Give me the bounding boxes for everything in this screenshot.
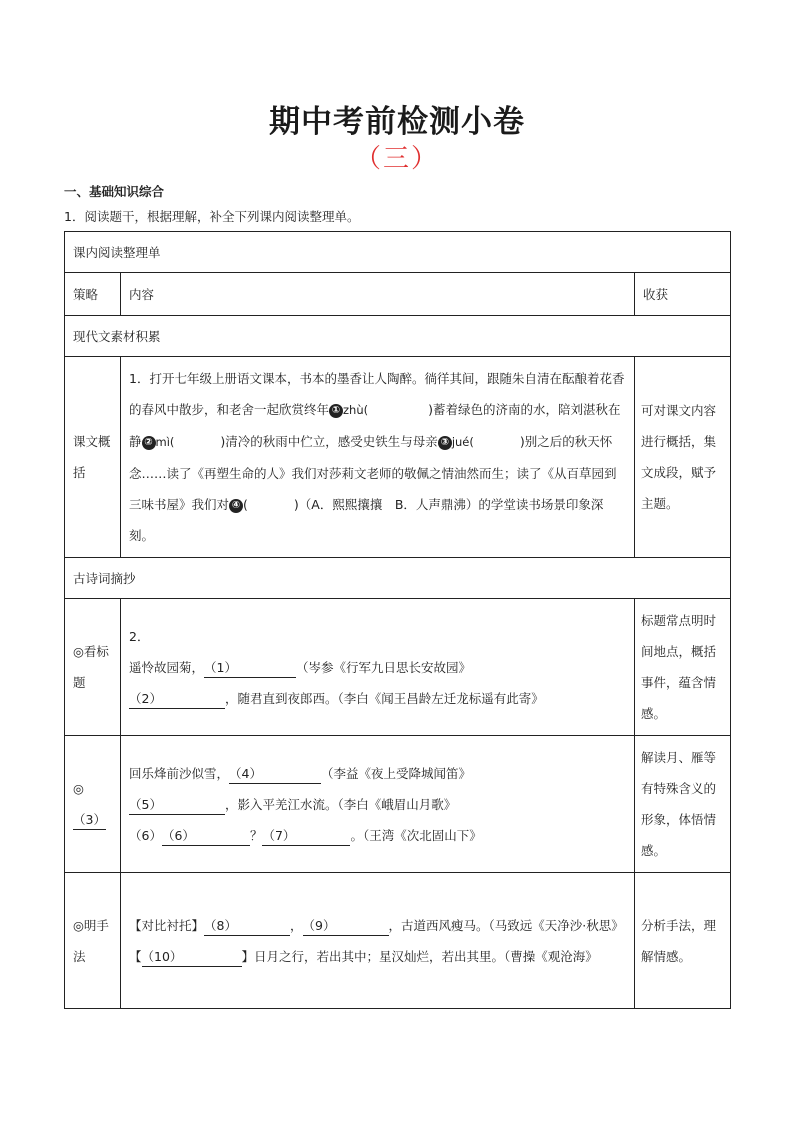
number-badge-2: ② — [142, 436, 156, 450]
poetry-title-content: 2． 遥怜故园菊，（1） （岑参《行军九日思长安故园》 （2） ，随君直到夜郎西。（李白《闻王昌龄左迁龙标遥有此寄》 — [121, 599, 635, 736]
table-row — [65, 357, 731, 558]
group-ancient-poetry: 古诗词摘抄 — [65, 558, 731, 599]
table-row — [65, 873, 731, 1009]
column-strategy: 策略 — [65, 273, 121, 316]
column-gain: 收获 — [635, 273, 731, 316]
answer-blank[interactable]: （6） — [162, 827, 250, 846]
answer-blank[interactable]: （8） — [204, 917, 290, 936]
page-subtitle: （三） — [354, 144, 439, 174]
column-content: 内容 — [121, 273, 635, 316]
answer-blank[interactable]: （9） — [303, 917, 389, 936]
answer-blank[interactable]: （5） — [129, 796, 225, 815]
answer-blank[interactable]: （10） — [142, 948, 242, 967]
pinyin-3: jué( — [451, 435, 474, 449]
summary-content: 1．打开七年级上册语文课本，书本的墨香让人陶醉。徜徉其间，跟随朱自清在酝酿着花香的春风中散步，和老舍一起欣赏终年 ① zhù( )蓄着绿色的济南的水，陪刘湛秋在静 ② mì( )清冷的秋雨中伫立，感受史铁生与母亲 ③ jué( )别之后的秋天怀念……读了《再塑生命的人》我们对莎莉文老师的敬佩之情油然而生；读了《从百草园到三味书屋》我们对 ④ ( )（A．熙熙攘攘 B．人声鼎沸）的学堂读书场景印象深刻。 — [121, 357, 635, 558]
pinyin-2: mì( — [155, 435, 175, 449]
answer-blank[interactable]: （2） — [129, 690, 225, 709]
strategy-technique: ◎明手法 — [65, 873, 121, 1009]
gain-title: 标题常点明时间地点，概括事件，蕴含情感。 — [635, 599, 731, 736]
gain-image: 解读月、雁等有特殊含义的形象，体悟情感。 — [635, 736, 731, 873]
strategy-summary: 课文概括 — [65, 357, 121, 558]
table-row — [65, 599, 731, 736]
answer-blank[interactable]: （4） — [229, 765, 321, 784]
section-heading: 一、基础知识综合 — [64, 184, 165, 199]
group-modern-text: 现代文素材积累 — [65, 316, 731, 357]
gain-technique: 分析手法，理解情感。 — [635, 873, 731, 1009]
answer-blank[interactable]: （3） — [73, 811, 106, 830]
question-text: 1．阅读题干，根据理解，补全下列课内阅读整理单。 — [64, 209, 360, 224]
strategy-image: ◎（3） — [65, 736, 121, 873]
table-row — [65, 736, 731, 873]
page-title: 期中考前检测小卷 — [269, 104, 525, 140]
number-badge-1: ① — [329, 404, 343, 418]
number-badge-3: ③ — [438, 436, 452, 450]
table-header: 课内阅读整理单 — [65, 232, 731, 273]
poetry-technique-content: 【对比衬托】（8） ，（9） ，古道西风瘦马。（马致远《天净沙·秋思》 【（10） 】日月之行，若出其中；星汉灿烂，若出其里。（曹操《观沧海》 — [121, 873, 635, 1009]
number-badge-4: ④ — [229, 499, 243, 513]
answer-blank[interactable]: （1） — [204, 659, 296, 678]
strategy-title: ◎看标题 — [65, 599, 121, 736]
answer-blank[interactable]: （7） — [262, 827, 350, 846]
gain-summary: 可对课文内容进行概括，集文成段，赋予主题。 — [635, 357, 731, 558]
pinyin-1: zhù( — [343, 403, 369, 417]
reading-worksheet-table — [64, 231, 731, 1009]
poetry-image-content: 回乐烽前沙似雪，（4） （李益《夜上受降城闻笛》 （5） ，影入平羌江水流。（李白《峨眉山月歌》 （6）（6） ？（7） 。（王湾《次北固山下》 — [121, 736, 635, 873]
